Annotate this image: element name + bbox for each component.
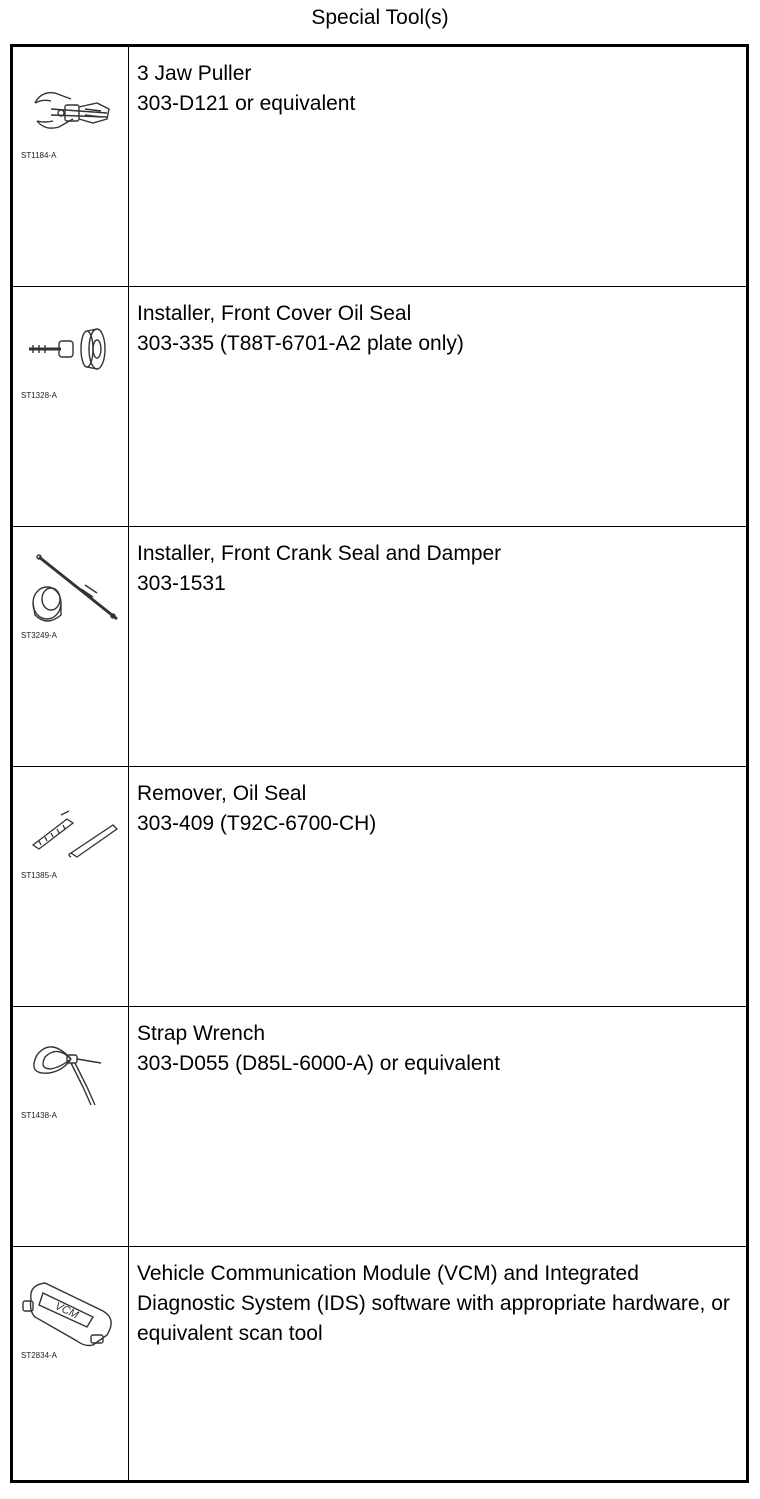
- figure-code: ST2834-A: [21, 1351, 58, 1360]
- table-row: [13, 1247, 746, 1480]
- damper-installer-icon: [21, 549, 121, 629]
- tool-image-cell: [13, 1007, 129, 1246]
- tool-number: 303-D055 (D85L-6000-A) or equivalent: [137, 1052, 501, 1075]
- tool-image-cell: [13, 47, 129, 286]
- jaw-puller-icon: [21, 69, 121, 149]
- table-row: [13, 767, 746, 1007]
- tool-description: [137, 59, 737, 119]
- tool-image-cell: [13, 527, 129, 766]
- tool-description: [137, 299, 737, 359]
- table-row: [13, 47, 746, 287]
- figure-code: ST1328-A: [21, 391, 58, 400]
- figure-code: ST1385-A: [21, 871, 58, 880]
- seal-installer-icon: [21, 309, 121, 389]
- tool-name: Strap Wrench: [137, 1022, 265, 1045]
- figure-code: ST1184-A: [21, 151, 57, 160]
- tool-name: 3 Jaw Puller: [137, 62, 252, 85]
- tool-image-cell: [13, 1247, 129, 1480]
- tool-description: [137, 779, 737, 839]
- tool-name: Installer, Front Cover Oil Seal: [137, 302, 412, 325]
- table-row: [13, 527, 746, 767]
- tool-number: 303-409 (T92C-6700-CH): [137, 812, 377, 835]
- page-title: Special Tool(s): [311, 6, 449, 29]
- special-tools-table: [10, 44, 749, 1483]
- table-row: [13, 287, 746, 527]
- tool-number: 303-335 (T88T-6701-A2 plate only): [137, 332, 464, 355]
- tool-name: Vehicle Communication Module (VCM) and Integrated Diagnostic System (IDS) software with appropriate hardware, or equivalent scan tool: [137, 1262, 730, 1345]
- tool-image-cell: [13, 767, 129, 1006]
- vcm-module-icon: [21, 1269, 121, 1349]
- table-row: [13, 1007, 746, 1247]
- svg-text:VCM: VCM: [52, 1300, 81, 1322]
- tool-description: [137, 1019, 737, 1079]
- tool-image-cell: [13, 287, 129, 526]
- seal-remover-icon: [21, 789, 121, 869]
- figure-code: ST3249-A: [21, 631, 58, 640]
- tool-number: 303-D121 or equivalent: [137, 92, 356, 115]
- tool-description: [137, 1259, 737, 1349]
- strap-wrench-icon: [21, 1029, 121, 1109]
- tool-name: Installer, Front Crank Seal and Damper: [137, 542, 502, 565]
- tool-name: Remover, Oil Seal: [137, 782, 307, 805]
- tool-description: [137, 539, 737, 599]
- figure-code: ST1438-A: [21, 1111, 58, 1120]
- tool-number: 303-1531: [137, 572, 226, 595]
